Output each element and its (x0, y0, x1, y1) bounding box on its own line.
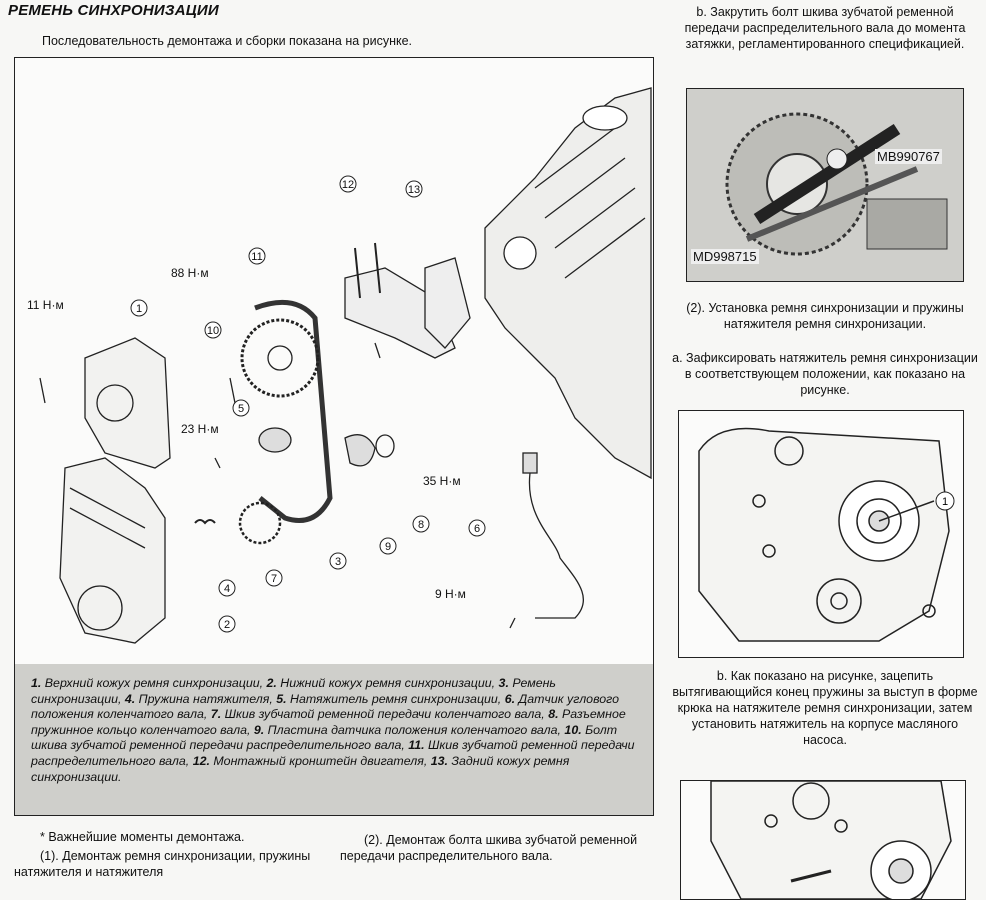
svg-text:8: 8 (417, 519, 425, 531)
callout-13 (406, 181, 422, 197)
section-title: РЕМЕНЬ СИНХРОНИЗАЦИИ (8, 2, 219, 19)
caption-item: 8. Разъемное пружинное кольцо коленчатого вала, (31, 707, 626, 737)
figure-caption (14, 664, 654, 816)
step-2-install: (2). Установка ремня синхронизации и пружины натяжителя ремня синхронизации. (686, 301, 964, 331)
step-b-hook-spring: b. Как показано на рисунке, зацепить вытягивающийся конец пружины за выступ в форме крюка на натяжителе ремня синхронизации, затем установить натяжитель на корпусе масляного насоса. (672, 669, 978, 747)
spring-hook-drawing (681, 781, 965, 899)
pulley-tool-photo (686, 88, 964, 282)
caption-item: 5. Натяжитель ремня синхронизации, (276, 691, 505, 706)
caption-item: 10. Болт шкива зубчатой ременной передачи распределительного вала, (31, 722, 618, 753)
torque-label-5: 9 Н·м (435, 587, 466, 601)
callout-10 (205, 322, 221, 338)
svg-text:5: 5 (237, 403, 245, 415)
tool-label-mb990767: MB990767 (877, 149, 940, 164)
callout-8 (413, 516, 429, 532)
svg-text:11: 11 (251, 251, 263, 263)
exploded-view-drawing (15, 58, 653, 664)
caption-item: 4. Пружина натяжителя, (124, 691, 277, 706)
caption-item: 11. Шкив зубчатой ременной передачи распределительного вала, (31, 738, 635, 768)
svg-text:1: 1 (135, 303, 143, 315)
tensioner-drawing (679, 411, 963, 657)
svg-text:9: 9 (384, 541, 392, 553)
torque-label-4: 35 Н·м (423, 474, 461, 488)
callout-12 (340, 176, 356, 192)
caption-item: 7. Шкив зубчатой ременной передачи коленчатого вала, (210, 707, 549, 722)
step-a-fix-tensioner: a. Зафиксировать натяжитель ремня синхронизации в соответствующем положении, как показано на рисунке. (672, 351, 978, 397)
callout-2 (219, 616, 235, 632)
caption-item: 6. Датчик углового положения коленчатого вала, (31, 691, 620, 722)
caption-item: 9. Пластина датчика положения коленчатого вала, (253, 722, 565, 737)
intro-text: Последовательность демонтажа и сборки показана на рисунке. (42, 34, 413, 48)
callout-3 (330, 553, 346, 569)
paragraph-removal-bolt: (2). Демонтаж болта шкива зубчатой ременной передачи распределительного вала. (340, 833, 638, 863)
svg-text:2: 2 (223, 619, 231, 631)
svg-text:13: 13 (407, 184, 421, 196)
svg-text:4: 4 (223, 583, 231, 595)
svg-text:3: 3 (334, 556, 342, 568)
fig2-callout-1 (936, 492, 954, 510)
caption-item: 3. Ремень синхронизации, (31, 676, 556, 706)
svg-text:12: 12 (341, 179, 355, 191)
torque-label-2: 88 Н·м (171, 266, 209, 280)
callout-5 (233, 400, 249, 416)
svg-text:7: 7 (270, 573, 278, 585)
svg-text:1: 1 (941, 496, 949, 508)
torque-label-3: 23 Н·м (181, 422, 219, 436)
paragraph-removal-belt: (1). Демонтаж ремня синхронизации, пружины натяжителя и натяжителя (14, 849, 311, 879)
exploded-view-figure (14, 57, 654, 665)
caption-item: 12. Монтажный кронштейн двигателя, (192, 753, 431, 768)
caption-item: 13. Задний кожух ремня синхронизации. (31, 753, 570, 784)
tool-label-md998715: MD998715 (693, 249, 757, 264)
callout-6 (469, 520, 485, 536)
svg-text:6: 6 (473, 523, 481, 535)
svg-text:10: 10 (206, 325, 220, 337)
step-b-tighten: b. Закрутить болт шкива зубчатой ременной передачи распределительного вала до момента затяжки, регламентированного спецификацией. (684, 5, 966, 51)
tensioner-position-figure (678, 410, 964, 658)
caption-item: 2. Нижний кожух ремня синхронизации, (266, 676, 499, 690)
torque-label-1: 11 Н·м (27, 298, 64, 312)
callout-7 (266, 570, 282, 586)
spring-hook-figure (680, 780, 966, 900)
callout-11 (249, 248, 265, 264)
callout-9 (380, 538, 396, 554)
caption-item: 1. Верхний кожух ремня синхронизации, (31, 676, 267, 690)
note-heading: * Важнейшие моменты демонтажа. (40, 830, 245, 844)
callout-1 (131, 300, 147, 316)
callout-4 (219, 580, 235, 596)
